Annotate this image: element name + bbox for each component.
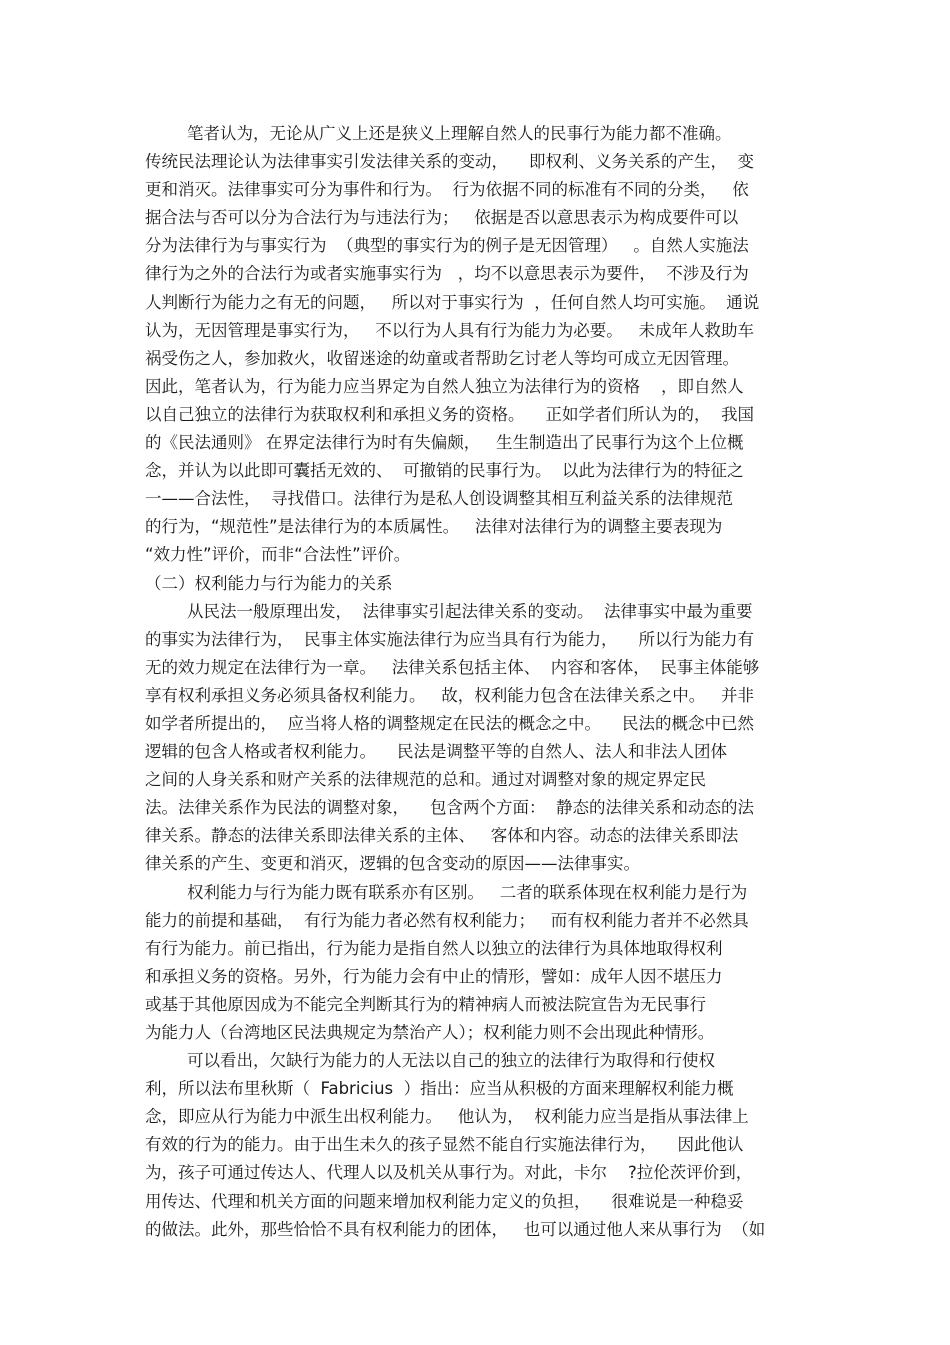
- text-line: 享有权利承担义务必须具备权利能力。 故，权利能力包含在法律关系之中。 并非: [145, 685, 754, 705]
- text-line: 笔者认为，无论从广义上还是狭义上理解自然人的民事行为能力都不准确。: [145, 124, 732, 143]
- text-line: 的做法。此外，那些恰恰不具有权利能力的团体， 也可以通过他人来从事行为 （如: [145, 1219, 766, 1239]
- text-line: （二）权利能力与行为能力的关系: [145, 573, 393, 593]
- text-line: 和承担义务的资格。另外，行为能力会有中止的情形，譬如：成年人因不堪压力: [145, 966, 723, 986]
- text-line: 律行为之外的合法行为或者实施事实行为 ，均不以意思表示为要件， 不涉及行为: [145, 264, 749, 284]
- text-line: 有行为能力。前已指出，行为能力是指自然人以独立的法律行为具体地取得权利: [145, 938, 723, 958]
- text-line: 用传达、代理和机关方面的问题来增加权利能力定义的负担， 很难说是一种稳妥: [145, 1191, 744, 1211]
- text-line: 传统民法理论认为法律事实引发法律关系的变动， 即权利、义务关系的产生， 变: [145, 152, 754, 172]
- text-line: 律关系的产生、变更和消灭，逻辑的包含变动的原因——法律事实。: [145, 854, 640, 874]
- text-line: 为能力人（台湾地区民法典规定为禁治产人）；权利能力则不会出现此种情形。: [145, 1023, 715, 1042]
- text-line: 人判断行为能力之有无的问题， 所以对于事实行为 ，任何自然人均可实施。 通说: [145, 292, 760, 312]
- text-line: 认为，无因管理是事实行为， 不以行为人具有行为能力为必要。 未成年人救助车: [145, 320, 754, 340]
- text-line: 一——合法性， 寻找借口。法律行为是私人创设调整其相互利益关系的法律规范: [145, 489, 733, 509]
- text-line: 有效的行为的能力。由于出生未久的孩子显然不能自行实施法律行为， 因此他认: [145, 1135, 744, 1155]
- text-line: 祸受伤之人，参加救火，收留迷途的幼童或者帮助乞讨老人等均可成立无因管理。: [145, 348, 739, 368]
- body-text: [145, 120, 815, 1244]
- text-line: 可以看出，欠缺行为能力的人无法以自己的独立的法律行为取得和行使权: [145, 1051, 715, 1071]
- text-line: 如学者所提出的， 应当将人格的调整规定在民法的概念之中。 民法的概念中已然: [145, 713, 754, 733]
- text-line: 利，所以法布里秋斯（ Fabricius ）指出：应当从积极的方面来理解权利能力概: [145, 1079, 734, 1099]
- text-line: 因此，笔者认为，行为能力应当界定为自然人独立为法律行为的资格 ，即自然人: [145, 376, 744, 396]
- text-line: 的《民法通则》 在界定法律行为时有失偏颇， 生生制造出了民事行为这个上位概: [145, 433, 744, 453]
- text-line: 法。法律关系作为民法的调整对象， 包含两个方面： 静态的法律关系和动态的法: [145, 798, 754, 818]
- text-line: 之间的人身关系和财产关系的法律规范的总和。通过对调整对象的规定界定民: [145, 770, 706, 790]
- text-line: “效力性”评价，而非“合法性”评价。: [145, 545, 411, 565]
- text-line: 或基于其他原因成为不能完全判断其行为的精神病人而被法院宣告为无民事行: [145, 994, 706, 1014]
- text-line: 逻辑的包含人格或者权利能力。 民法是调整平等的自然人、法人和非法人团体: [145, 742, 727, 762]
- text-line: 以自己独立的法律行为获取权利和承担义务的资格。 正如学者们所认为的， 我国: [145, 404, 754, 424]
- text-line: 权利能力与行为能力既有联系亦有区别。 二者的联系体现在权利能力是行为: [145, 882, 748, 902]
- text-line: 的行为，“规范性”是法律行为的本质属性。 法律对法律行为的调整主要表现为: [145, 517, 723, 537]
- text-line: 据合法与否可以分为合法行为与违法行为； 依据是否以意思表示为构成要件可以: [145, 208, 739, 228]
- text-line: 为，孩子可通过传达人、代理人以及机关从事行为。对此，卡尔 ?拉伦茨评价到，: [145, 1163, 753, 1183]
- text-line: 念，即应从行为能力中派生出权利能力。 他认为， 权利能力应当是指从事法律上: [145, 1107, 749, 1127]
- text-line: 律关系。静态的法律关系即法律关系的主体、 客体和内容。动态的法律关系即法: [145, 826, 739, 846]
- text-line: 更和消灭。法律事实可分为事件和行为。 行为依据不同的标准有不同的分类， 依: [145, 180, 749, 200]
- text-line: 分为法律行为与事实行为 （典型的事实行为的例子是无因管理） 。自然人实施法: [145, 236, 749, 256]
- text-line: 无的效力规定在法律行为一章。 法律关系包括主体、 内容和客体， 民事主体能够: [145, 657, 760, 677]
- text-line: 的事实为法律行为， 民事主体实施法律行为应当具有行为能力， 所以行为能力有: [145, 629, 754, 649]
- text-line: 从民法一般原理出发， 法律事实引起法律关系的变动。 法律事实中最为重要: [145, 601, 753, 621]
- text-line: 念，并认为以此即可囊括无效的、 可撤销的民事行为。 以此为法律行为的特征之: [145, 461, 744, 481]
- text-line: 能力的前提和基础， 有行为能力者必然有权利能力； 而有权利能力者并不必然具: [145, 910, 749, 930]
